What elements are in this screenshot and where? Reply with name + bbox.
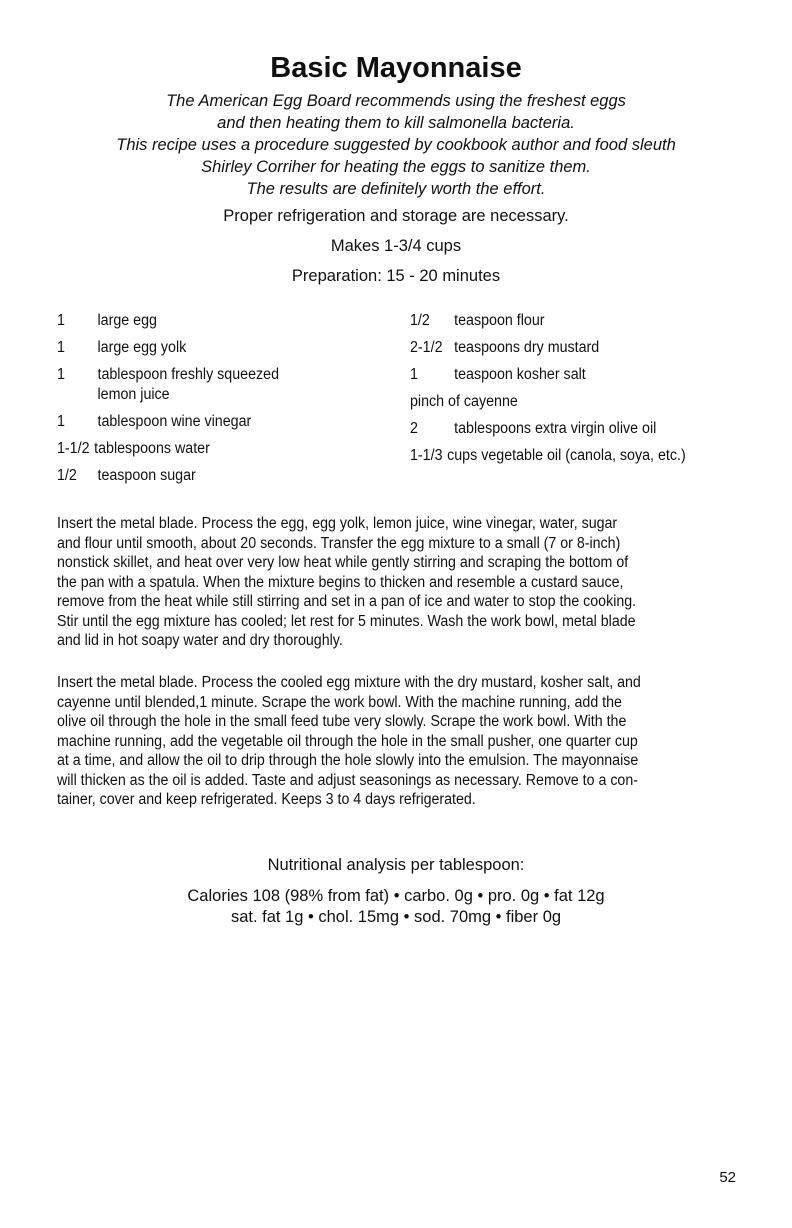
page-number: 52 — [719, 1169, 736, 1186]
ingredient-row — [57, 439, 351, 459]
ingredient-row — [57, 338, 351, 358]
ingredient-row — [410, 365, 760, 385]
ingredient-name: tablespoon wine vinegar — [97, 413, 252, 430]
instructions-paragraph-2 — [57, 673, 736, 810]
ingredient-row — [410, 419, 760, 439]
instruction-line: and lid in hot soapy water and dry thoroughly. — [57, 632, 343, 649]
ingredient-quantity: 2-1/2 — [410, 339, 443, 356]
instruction-line: the pan with a spatula. When the mixture begins to thicken and resemble a custard sauce, — [57, 573, 624, 591]
ingredient-name: cups vegetable oil (canola, soya, etc.) — [447, 447, 686, 464]
ingredient-row — [57, 365, 333, 405]
instruction-line: Insert the metal blade. Process the cooled egg mixture with the dry mustard, kosher salt, and — [57, 674, 641, 691]
ingredient-name: large egg yolk — [97, 339, 187, 356]
ingredient-quantity: 1/2 — [410, 312, 430, 329]
instruction-line: will thicken as the oil is added. Taste and adjust seasonings as necessary. Remove to a con- — [57, 771, 638, 789]
ingredient-quantity: 1-1/2 — [57, 440, 90, 457]
ingredient-row — [57, 311, 351, 331]
instruction-line: cayenne until blended,1 minute. Scrape the work bowl. With the machine running, add the — [57, 693, 622, 711]
ingredient-row — [410, 311, 760, 331]
instruction-line: remove from the heat while still stirring and set in a pan of ice and water to stop the cooking. — [57, 593, 637, 610]
ingredients-right-column — [410, 311, 760, 473]
preparation-time: Preparation: 15 - 20 minutes — [291, 267, 501, 285]
ingredient-row — [410, 446, 760, 466]
ingredient-name: tablespoon freshly squeezed lemon juice — [97, 366, 280, 403]
ingredient-quantity: 1 — [57, 312, 65, 329]
ingredient-name: teaspoon kosher salt — [454, 366, 586, 383]
recipe-intro — [40, 90, 752, 200]
instruction-line: nonstick skillet, and heat over very low heat while gently stirring and scraping the bottom of — [57, 554, 629, 571]
ingredient-quantity: 2 — [410, 420, 418, 437]
ingredient-quantity: 1-1/3 — [410, 447, 443, 464]
intro-line: The American Egg Board recommends using the freshest eggs — [166, 92, 626, 110]
instruction-line: Stir until the egg mixture has cooled; let rest for 5 minutes. Wash the work bowl, metal blade — [57, 612, 636, 630]
ingredient-row — [57, 412, 351, 432]
ingredient-quantity: 1 — [57, 413, 65, 430]
nutrition-line: sat. fat 1g • chol. 15mg • sod. 70mg • fiber 0g — [230, 908, 562, 926]
ingredient-row — [410, 338, 760, 358]
intro-line: and then heating them to kill salmonella bacteria. — [217, 114, 575, 132]
ingredient-row — [57, 466, 351, 486]
ingredients-left-column — [57, 311, 351, 493]
intro-line: Shirley Corriher for heating the eggs to sanitize them. — [201, 158, 591, 176]
nutrition-line: Calories 108 (98% from fat) • carbo. 0g • pro. 0g • fat 12g — [187, 887, 605, 905]
ingredient-name: tablespoons extra virgin olive oil — [454, 420, 657, 437]
instruction-line: machine running, add the vegetable oil through the hole in the small pusher, one quarter cup — [57, 732, 638, 750]
instruction-line: at a time, and allow the oil to drip through the hole slowly into the emulsion. The mayonnaise — [57, 752, 639, 769]
recipe-title: Basic Mayonnaise — [270, 52, 522, 84]
intro-line: This recipe uses a procedure suggested by cookbook author and food sleuth — [116, 136, 676, 154]
instruction-line: tainer, cover and keep refrigerated. Keeps 3 to 4 days refrigerated. — [57, 791, 476, 808]
refrigeration-note: Proper refrigeration and storage are necessary. — [223, 207, 569, 225]
ingredient-quantity: 1/2 — [57, 467, 77, 484]
ingredient-quantity: 1 — [57, 366, 65, 383]
instruction-line: Insert the metal blade. Process the egg, egg yolk, lemon juice, wine vinegar, water, sugar — [57, 515, 618, 532]
intro-line: The results are definitely worth the effort. — [246, 180, 546, 198]
ingredient-name: teaspoons dry mustard — [454, 339, 600, 356]
ingredient-row — [410, 392, 760, 412]
ingredient-name: teaspoon flour — [454, 312, 545, 329]
ingredient-name: teaspoon sugar — [97, 467, 196, 484]
recipe-yield: Makes 1-3/4 cups — [330, 237, 462, 255]
instruction-line: and flour until smooth, about 20 seconds. Transfer the egg mixture to a small (7 or 8-inch) — [57, 534, 621, 552]
ingredient-name: pinch of cayenne — [410, 393, 518, 410]
instruction-line: olive oil through the hole in the small feed tube very slowly. Scrape the work bowl. With the — [57, 713, 627, 730]
nutrition-heading: Nutritional analysis per tablespoon: — [267, 856, 525, 874]
ingredient-name: large egg — [97, 312, 157, 329]
ingredient-quantity: 1 — [57, 339, 65, 356]
instructions-paragraph-1 — [57, 514, 736, 651]
ingredient-quantity: 1 — [410, 366, 418, 383]
ingredient-name: tablespoons water — [94, 440, 210, 457]
